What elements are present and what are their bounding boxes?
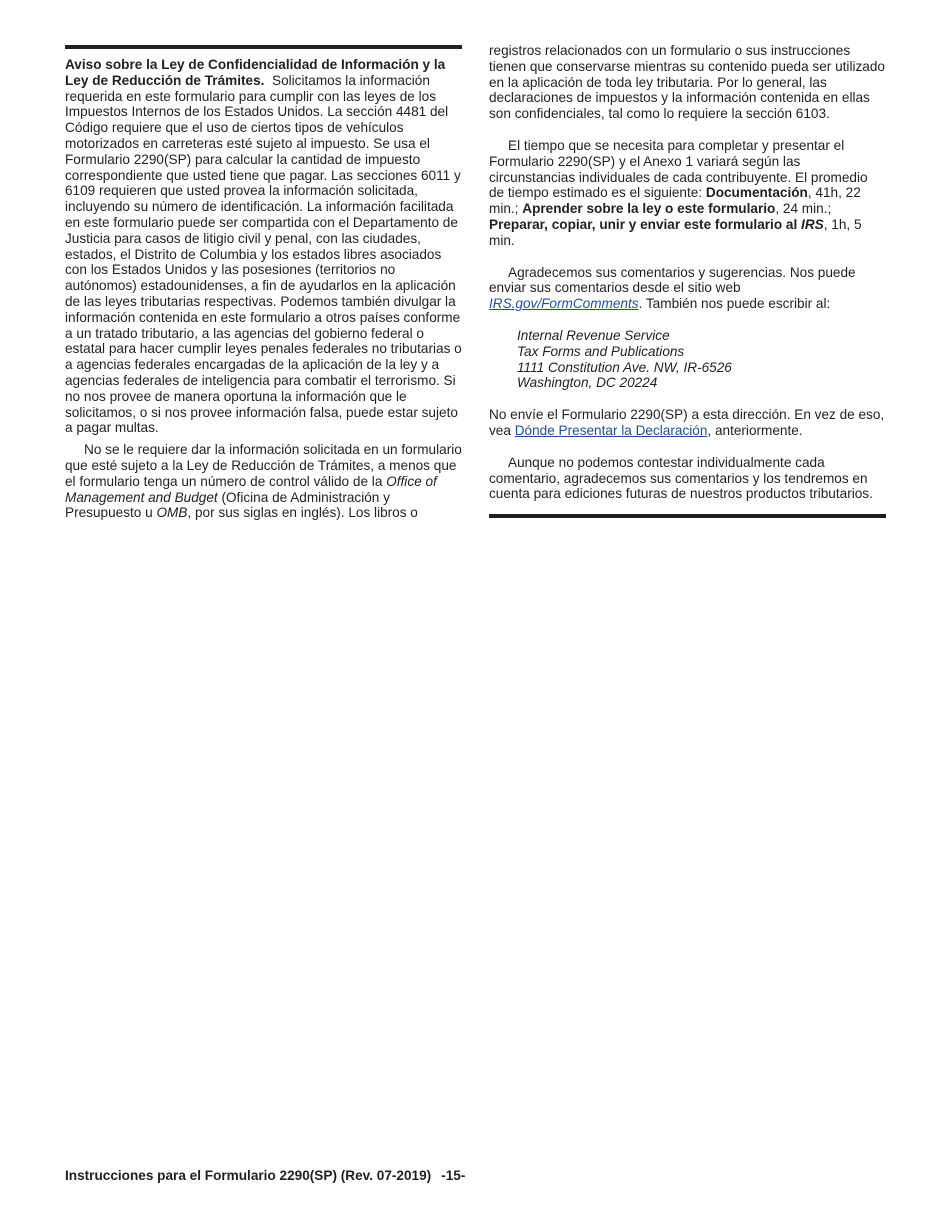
doc-time: , 41h, 22 min.; [489, 185, 861, 217]
address-line: Internal Revenue Service [517, 327, 670, 343]
page-footer [65, 1168, 465, 1183]
do-not-send-paragraph [489, 407, 886, 439]
privacy-act-body: Solicitamos la información requerida en este formulario para cumplir con las leyes de los Impuestos Internos de los Estados Unidos. La sección 4481 del Código requiere que el uso de ciertos tipos de vehículos motorizados en carreteras esté sujeto al impuesto. Se usa el Formulario 2290(SP) para calcular la cantidad de impuesto correspondiente que usted tiene que pagar. Las secciones 6011 y 6109 requieren que usted provea la información solicitada, incluyendo su número de identificación. La información facilitada en este formulario puede ser compartida con el Departamento de Justicia para casos de litigio civil y penal, con las ciudades, estados, el Distrito de Columbia y los estados libres asociados con los Estados Unidos y las posesiones (territorios no autónomos) estadounidenses, a fin de ayudarlos en la aplicación de las leyes tributarias respectivas. Podemos también divulgar la información contenida en este formulario a otros países conforme a un tratado tributario, a las agencias del gobierno federal o estatal para hacer cumplir leyes penales federales no tributarias o a agencias federales encargadas de la aplicación de la ley y a agencias federales de inteligencia para combatir el terrorismo. Si no nos provee de manera oportuna la información que le solicitamos, o si nos provee información falsa, puede estar sujeto a pagar multas. [65, 72, 462, 436]
footer-title: Instrucciones para el Formulario 2290(SP) (Rev. 07-2019) [65, 1168, 432, 1183]
privacy-act-paragraph [65, 49, 462, 436]
closing-paragraph: Aunque no podemos contestar individualmente cada comentario, agradecemos sus comentarios y los tendremos en cuenta para ediciones futuras de nuestros productos tributarios. [489, 454, 873, 502]
omb-abbrev: OMB [156, 505, 188, 521]
address-line: 1111 Constitution Ave. NW, IR-6526 [517, 359, 732, 375]
learn-time: , 24 min.; [775, 201, 832, 217]
privacy-act-heading: Aviso sobre la Ley de Confidencialidad de Información y la Ley de Reducción de Trámites. [65, 57, 446, 88]
doc-label: Documentación [705, 185, 808, 201]
address-line: Washington, DC 20224 [517, 375, 658, 391]
paperwork-text-c: , por sus siglas en inglés). Los libros o [187, 505, 418, 521]
records-paragraph: registros relacionados con un formulario o sus instrucciones tienen que conservarse mientras su contenido pueda ser utilizado en la aplicación de toda ley tributaria. Por lo general, las declaraciones de impuestos y la información contenida en ellas son confidenciales, tal como lo requiere la sección 6103. [489, 43, 885, 122]
do-not-send-text-b: , anteriormente. [707, 422, 803, 438]
mailing-address [517, 328, 886, 391]
prep-label: Preparar, copiar, unir y enviar este formulario al [489, 216, 798, 232]
irs-abbrev: IRS [801, 216, 824, 232]
prep-time: , 1h, 5 min. [489, 216, 862, 248]
section-end-rule [489, 514, 886, 518]
where-to-file-link[interactable]: Dónde Presentar la Declaración [514, 422, 708, 438]
paperwork-text-a: No se le requiere dar la información solicitada en un formulario que esté sujeto a la Ley de Reducción de Trámites, a menos que el formulario tenga un número de control válido de la [65, 442, 462, 489]
do-not-send-text-a: No envíe el Formulario 2290(SP) a esta dirección. En vez de eso, vea [489, 407, 885, 438]
right-column [489, 43, 886, 502]
comments-text-a: Agradecemos sus comentarios y sugerencias. Nos puede enviar sus comentarios desde el sitio web [489, 264, 856, 296]
learn-label: Aprender sobre la ley o este formulario [522, 201, 776, 217]
page-number: -15- [441, 1168, 466, 1183]
form-comments-link-text: IRS.gov/FormComments [489, 296, 639, 312]
paperwork-text-b: (Oficina de Administración y Presupuesto u [65, 489, 390, 521]
comments-text-b: . También nos puede escribir al: [638, 296, 831, 312]
address-line: Tax Forms and Publications [517, 343, 685, 359]
omb-full-name: Office of Management and Budget [65, 473, 437, 505]
form-comments-link[interactable] [489, 296, 639, 311]
time-estimate-intro: El tiempo que se necesita para completar y presentar el Formulario 2290(SP) y el Anexo 1 variará según las circunstancias individuales de cada contribuyente. El promedio de tiempo estimado es el siguiente: [489, 137, 868, 201]
left-column [65, 45, 462, 521]
paperwork-paragraph [65, 442, 462, 521]
comments-paragraph [489, 265, 886, 312]
time-estimate-paragraph [489, 138, 886, 249]
